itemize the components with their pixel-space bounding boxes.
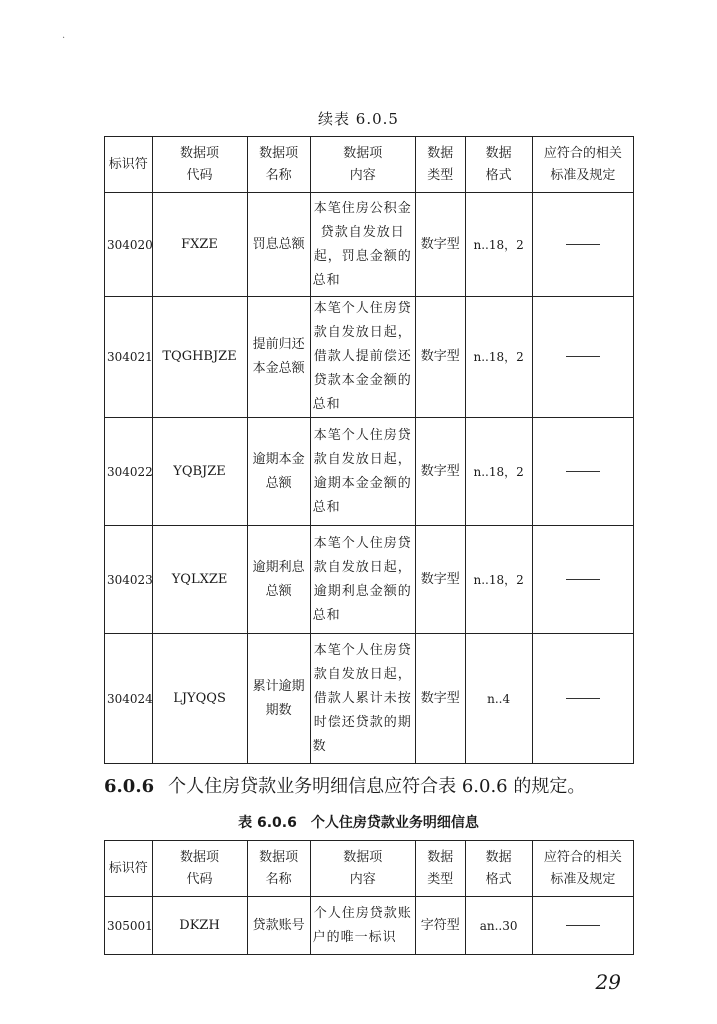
header-standard: 应符合的相关 标准及规定 <box>532 841 633 897</box>
header-standard: 应符合的相关 标准及规定 <box>532 137 633 193</box>
cell-format: an..30 <box>465 897 532 955</box>
cell-standard <box>532 193 633 297</box>
cell-content: 本笔个人住房贷款自发放日起，借款人提前偿还贷款本金金额的总和 <box>310 297 415 418</box>
cell-type: 数字型 <box>415 297 465 418</box>
data-item-table-continued <box>104 136 634 764</box>
cell-type: 数字型 <box>415 193 465 297</box>
cell-identifier: 304020 <box>105 193 153 297</box>
header-format: 数据 格式 <box>465 841 532 897</box>
section-number: 6.0.6 <box>104 776 155 797</box>
cell-format: n..4 <box>465 634 532 764</box>
cell-format: n..18，2 <box>465 418 532 526</box>
dash-mark <box>566 356 600 357</box>
cell-standard <box>532 897 633 955</box>
header-format: 数据 格式 <box>465 137 532 193</box>
cell-type: 数字型 <box>415 418 465 526</box>
cell-name: 累计逾期期数 <box>247 634 310 764</box>
header-code: 数据项 代码 <box>152 841 247 897</box>
dash-mark <box>566 579 600 580</box>
table-caption: 表 6.0.6 个人住房贷款业务明细信息 <box>238 815 479 831</box>
cell-identifier: 304021 <box>105 297 153 418</box>
header-type: 数据 类型 <box>415 841 465 897</box>
table-row <box>105 634 634 764</box>
table-row <box>105 526 634 634</box>
cell-standard <box>532 418 633 526</box>
cell-type: 数字型 <box>415 634 465 764</box>
cell-code: TQGHBJZE <box>152 297 247 418</box>
cell-standard <box>532 297 633 418</box>
header-name: 数据项 名称 <box>247 137 310 193</box>
cell-name: 罚息总额 <box>247 193 310 297</box>
header-code: 数据项 代码 <box>152 137 247 193</box>
header-identifier: 标识符 <box>105 137 153 193</box>
table-header-row <box>105 841 634 897</box>
cell-name: 贷款账号 <box>247 897 310 955</box>
table-caption: 续表 6.0.5 <box>318 110 399 128</box>
dash-mark <box>566 698 600 699</box>
table-row <box>105 297 634 418</box>
cell-format: n..18，2 <box>465 526 532 634</box>
cell-format: n..18，2 <box>465 193 532 297</box>
cell-standard <box>532 634 633 764</box>
cell-code: YQLXZE <box>152 526 247 634</box>
cell-name: 提前归还本金总额 <box>247 297 310 418</box>
loan-detail-table <box>104 840 634 955</box>
table-row <box>105 897 634 955</box>
dash-mark <box>566 471 600 472</box>
dash-mark <box>566 244 600 245</box>
header-name: 数据项 名称 <box>247 841 310 897</box>
cell-name: 逾期本金总额 <box>247 418 310 526</box>
section-heading <box>104 772 585 798</box>
cell-content: 本笔个人住房贷款自发放日起，逾期本金金额的总和 <box>310 418 415 526</box>
header-identifier: 标识符 <box>105 841 153 897</box>
page-number: 29 <box>595 970 621 994</box>
cell-content: 个人住房贷款账户的唯一标识 <box>310 897 415 955</box>
scan-mark: · <box>62 33 66 44</box>
cell-standard <box>532 526 633 634</box>
cell-code: FXZE <box>152 193 247 297</box>
header-content: 数据项 内容 <box>310 137 415 193</box>
cell-identifier: 305001 <box>105 897 153 955</box>
cell-content: 本笔个人住房贷款自发放日起，借款人累计未按时偿还贷款的期数 <box>310 634 415 764</box>
table-row <box>105 193 634 297</box>
cell-code: YQBJZE <box>152 418 247 526</box>
section-text: 个人住房贷款业务明细信息应符合表 6.0.6 的规定。 <box>168 776 586 797</box>
cell-code: LJYQQS <box>152 634 247 764</box>
cell-identifier: 304023 <box>105 526 153 634</box>
header-type: 数据 类型 <box>415 137 465 193</box>
cell-type: 字符型 <box>415 897 465 955</box>
table-row <box>105 418 634 526</box>
dash-mark <box>566 925 600 926</box>
cell-name: 逾期利息总额 <box>247 526 310 634</box>
cell-content: 本笔住房公积金贷款自发放日起，罚息金额的总和 <box>310 193 415 297</box>
cell-identifier: 304022 <box>105 418 153 526</box>
cell-type: 数字型 <box>415 526 465 634</box>
cell-identifier: 304024 <box>105 634 153 764</box>
header-content: 数据项 内容 <box>310 841 415 897</box>
cell-content: 本笔个人住房贷款自发放日起，逾期利息金额的总和 <box>310 526 415 634</box>
cell-format: n..18，2 <box>465 297 532 418</box>
table-header-row <box>105 137 634 193</box>
cell-code: DKZH <box>152 897 247 955</box>
